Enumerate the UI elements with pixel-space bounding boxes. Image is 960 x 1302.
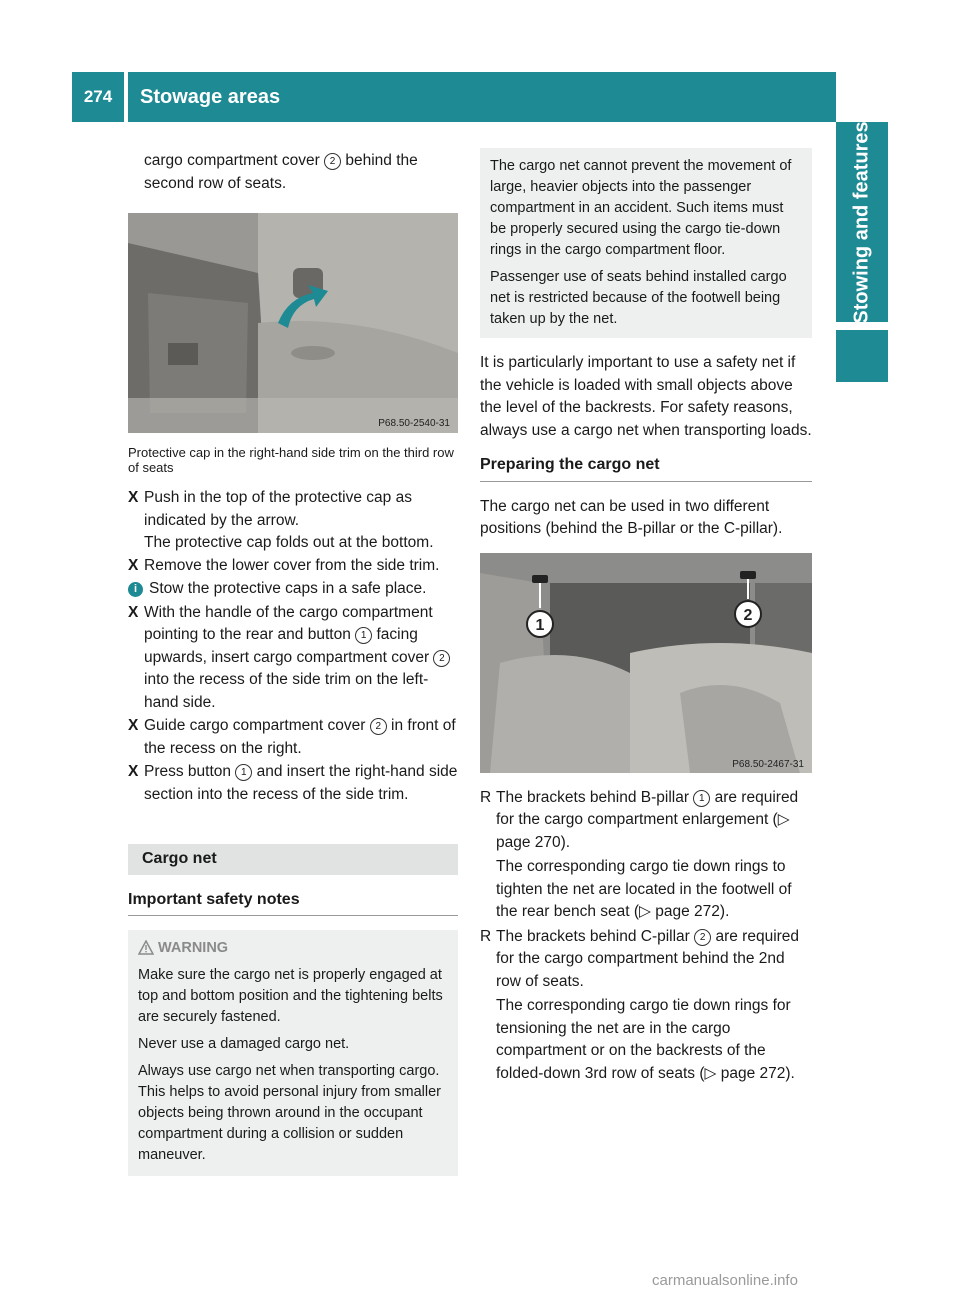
photo-code: P68.50-2540-31	[378, 418, 450, 429]
photo-code: P68.50-2467-31	[732, 758, 804, 770]
photo-caption: Protective cap in the right-hand side trim on the third row of seats	[128, 445, 454, 475]
step-insert-cover: X With the handle of the cargo compartment pointing to the rear and button 1 facing upwards, insert cargo compartment cover 2 into the recess of the side trim on the left-hand side.	[128, 602, 458, 715]
photo-protective-cap	[128, 213, 458, 433]
step-guide-cover: X Guide cargo compartment cover 2 in front of the recess on the right.	[128, 717, 456, 757]
warning-text: Make sure the cargo net is properly engaged at top and bottom position and the tightening belts are securely fastened.	[138, 967, 443, 1025]
trunk-side-trim-illustration	[128, 213, 458, 433]
note-text: Passenger use of seats behind installed cargo net is restricted because of the footwell being taken up by the net.	[490, 269, 787, 327]
thumb-tab-label: Stowing and features	[850, 120, 873, 324]
note-box	[480, 148, 812, 338]
info-note: i Stow the protective caps in a safe place.	[128, 578, 458, 601]
subhead-safety-notes: Important safety notes	[128, 889, 458, 917]
info-icon: i	[128, 582, 143, 597]
callout-2: 2	[370, 718, 387, 735]
bullet-subtext: The corresponding cargo tie down rings for tensioning the net are in the cargo compartment or on the backrests of the folded-down 3rd row of seats (▷ page 272).	[496, 997, 795, 1082]
vehicle-interior-illustration	[480, 553, 812, 773]
right-column	[480, 148, 812, 1085]
callout-1: 1	[693, 790, 710, 807]
note-text: The cargo net cannot prevent the movement of large, heavier objects into the passenger compartment in an accident. Such items must be properly secured using the cargo tie-down rings in the cargo compartment floor.	[490, 158, 792, 258]
callout-2: 2	[694, 929, 711, 946]
body-text: The cargo net can be used in two different positions (behind the B-pillar or the C-pillar).	[480, 497, 783, 537]
left-column	[128, 150, 458, 1176]
callout-1: 1	[355, 627, 372, 644]
bullet-b-pillar: R The brackets behind B-pillar 1 are required for the cargo compartment enlargement (▷ page 270). The corresponding cargo tie down rings to tighten the net are located in the footwell of the rear bench seat (▷ page 272).	[480, 787, 812, 924]
warning-triangle-icon	[138, 940, 154, 955]
callout-1-label: 1	[535, 616, 545, 634]
step-press-button: X Press button 1 and insert the right-hand side section into the recess of the side trim.	[128, 763, 458, 803]
callout-1: 1	[235, 764, 252, 781]
bullet-marker: R	[480, 927, 492, 945]
intro-text: cargo compartment cover 2 behind the second row of seats.	[144, 152, 418, 192]
thumb-tab-marker	[836, 330, 888, 382]
bullet-subtext: The corresponding cargo tie down rings to tighten the net are located in the footwell of the rear bench seat (▷ page 272).	[496, 858, 792, 920]
step-marker: X	[128, 603, 139, 621]
body-text: It is particularly important to use a safety net if the vehicle is loaded with small objects above the level of the backrests. For safety reasons, always use a cargo net when transporting loads.	[480, 354, 812, 439]
callout-2: 2	[324, 153, 341, 170]
thumb-tab	[836, 122, 888, 322]
callout-2-label: 2	[743, 606, 753, 624]
bullet-marker: R	[480, 788, 492, 806]
subhead-preparing-net: Preparing the cargo net	[480, 454, 812, 482]
bullet-c-pillar: R The brackets behind C-pillar 2 are required for the cargo compartment behind the 2nd row of seats. The corresponding cargo tie down rings for tensioning the net are in the cargo compartment or on the backrests of the folded-down 3rd row of seats (▷ page 272).	[480, 926, 812, 1086]
photo-cargo-net-brackets	[480, 553, 812, 773]
step-push-cap: X Push in the top of the protective cap as indicated by the arrow. The protective cap folds out at the bottom.	[128, 489, 434, 551]
footer-watermark: carmanualsonline.info	[652, 1272, 798, 1289]
header-separator	[124, 72, 128, 122]
heading-cargo-net: Cargo net	[128, 844, 458, 875]
step-marker: X	[128, 763, 139, 780]
warning-text: Always use cargo net when transporting cargo. This helps to avoid personal injury from smaller objects being thrown around in the occupant compartment during a collision or sudden maneuver.	[138, 1063, 442, 1163]
section-title: Stowage areas	[140, 86, 281, 108]
step-marker: X	[128, 717, 139, 734]
step-remove-cover: X Remove the lower cover from the side trim.	[128, 555, 458, 578]
page-number: 274	[83, 87, 113, 106]
step-marker: X	[128, 556, 139, 574]
step-marker: X	[128, 489, 139, 506]
callout-2: 2	[433, 650, 450, 667]
warning-text: Never use a damaged cargo net.	[138, 1036, 350, 1052]
warning-title: WARNING	[138, 938, 448, 959]
warning-box	[128, 930, 458, 1176]
